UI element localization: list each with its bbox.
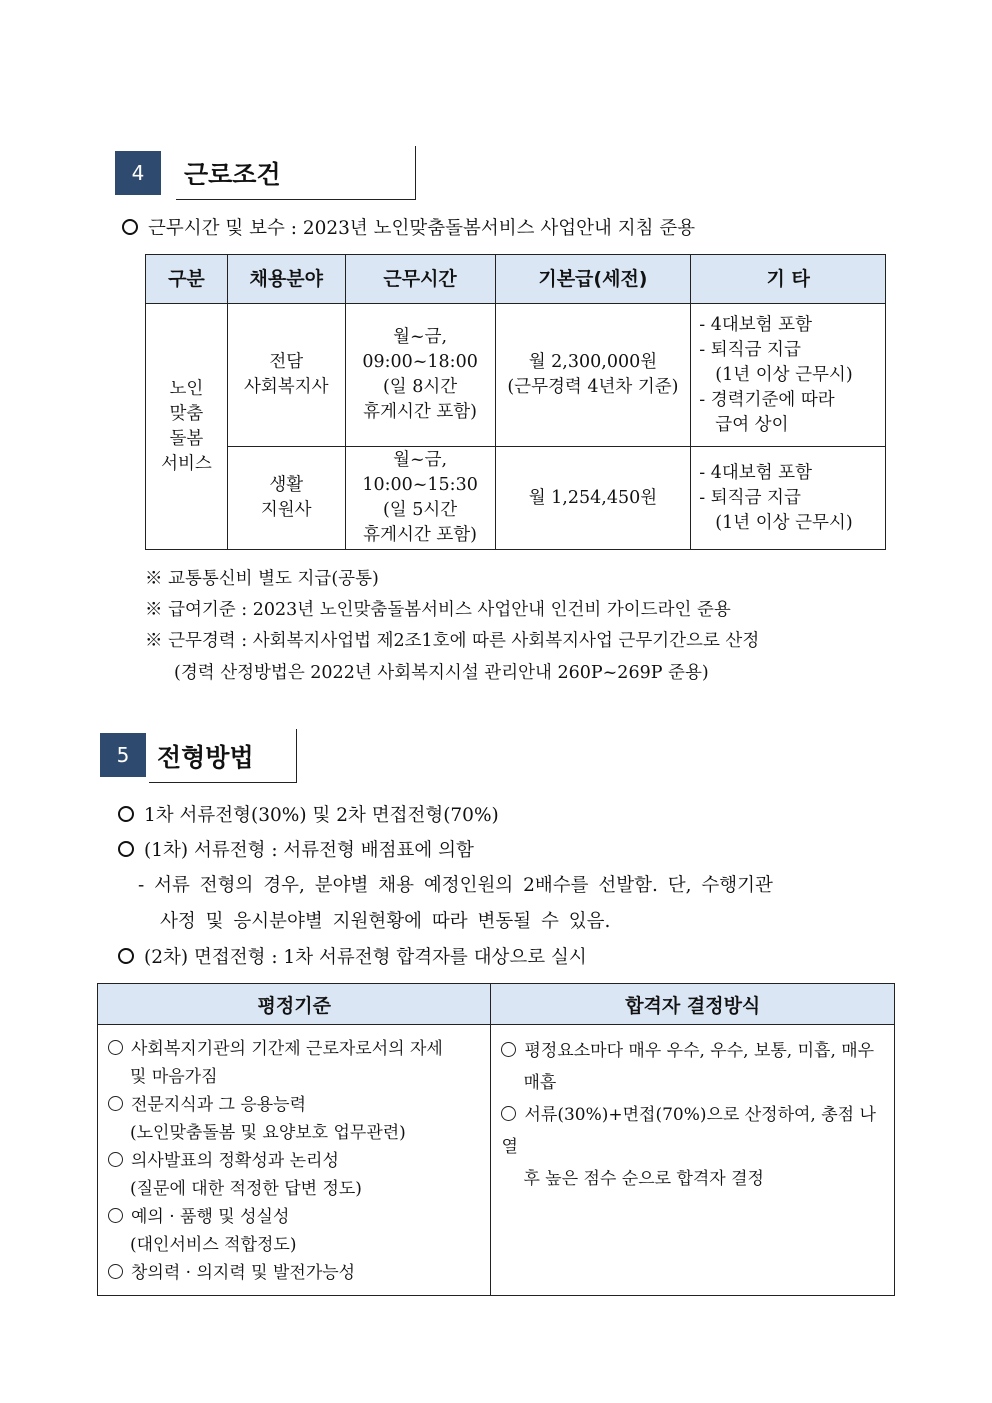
section-5-number: 5	[100, 733, 146, 777]
category-cell: 노인 맞춤 돌봄 서비스	[146, 304, 228, 550]
selection-item-1: 1차 서류전형(30%) 및 2차 면접전형(70%)	[118, 801, 499, 827]
section-4-number: 4	[115, 151, 161, 195]
table-row	[146, 447, 886, 550]
etc-cell: - 4대보험 포함 - 퇴직금 지급 (1년 이상 근무시) - 경력기준에 따라 급여 상이	[691, 304, 886, 447]
hollow-circle-icon	[108, 1152, 123, 1167]
list-item: 사회복지기관의 기간제 근로자로서의 자세	[108, 1035, 482, 1063]
field-cell: 전담 사회복지사	[227, 304, 345, 447]
circle-bullet-icon	[118, 948, 134, 964]
circle-bullet-icon	[118, 841, 134, 857]
hollow-circle-icon	[108, 1208, 123, 1223]
table-header-row	[146, 255, 886, 304]
evaluation-table	[97, 983, 895, 1296]
selection-sub-1: - 서류 전형의 경우, 분야별 채용 예정인원의 2배수를 선발함. 단, 수행기관	[138, 875, 773, 896]
section-5-title: 전형방법	[149, 729, 297, 783]
criteria-cell: 사회복지기관의 기간제 근로자로서의 자세 및 마음가짐 전문지식과 그 응용능력 (노인맞춤돌봄 및 요양보호 업무관련) 의사발표의 정확성과 논리성 (질문에 대한 적정한 답변 정도) 예의 · 품행 및 성실성 (대인서비스 적합정도) 창의력 · 의지력 및 발전가능성	[98, 1025, 491, 1296]
hollow-circle-icon	[501, 1106, 516, 1121]
header-decision: 합격자 결정방식	[491, 984, 895, 1025]
hours-cell: 월~금, 09:00~18:00 (일 8시간 휴게시간 포함)	[345, 304, 495, 447]
section-4-title: 근로조건	[176, 146, 416, 200]
note-career-detail: (경력 산정방법은 2022년 사회복지시설 관리안내 260P~269P 준용)	[174, 663, 709, 683]
note-career: ※ 근무경력 : 사회복지사업법 제2조1호에 따른 사회복지사업 근무기간으로 산정	[145, 631, 760, 651]
header-pay: 기본급(세전)	[495, 255, 691, 304]
header-etc: 기 타	[691, 255, 886, 304]
list-item: 의사발표의 정확성과 논리성	[108, 1147, 482, 1175]
circle-bullet-icon	[118, 806, 134, 822]
list-item: 예의 · 품행 및 성실성	[108, 1203, 482, 1231]
note-transport: ※ 교통통신비 별도 지급(공통)	[145, 569, 379, 589]
circle-bullet-icon	[122, 219, 138, 235]
pay-cell: 월 2,300,000원 (근무경력 4년차 기준)	[495, 304, 691, 447]
header-criteria: 평정기준	[98, 984, 491, 1025]
list-item: 창의력 · 의지력 및 발전가능성	[108, 1259, 482, 1287]
selection-sub-2: 사정 및 응시분야별 지원현황에 따라 변동될 수 있음.	[160, 911, 611, 932]
field-cell: 생활 지원사	[227, 447, 345, 550]
table-row	[98, 1025, 895, 1296]
decision-cell: 평정요소마다 매우 우수, 우수, 보통, 미흡, 매우 매흡 서류(30%)+면접(70%)으로 산정하여, 총점 나열 후 높은 점수 순으로 합격자 결정	[491, 1025, 895, 1296]
header-hours: 근무시간	[345, 255, 495, 304]
working-conditions-table	[145, 254, 886, 550]
hours-cell: 월~금, 10:00~15:30 (일 5시간 휴게시간 포함)	[345, 447, 495, 550]
table-header-row	[98, 984, 895, 1025]
table-row	[146, 304, 886, 447]
list-item: 평정요소마다 매우 우수, 우수, 보통, 미흡, 매우	[501, 1035, 886, 1067]
note-salary: ※ 급여기준 : 2023년 노인맞춤돌봄서비스 사업안내 인건비 가이드라인 준용	[145, 600, 731, 620]
selection-item-3: (2차) 면접전형 : 1차 서류전형 합격자를 대상으로 실시	[118, 943, 587, 969]
list-item: 전문지식과 그 응용능력	[108, 1091, 482, 1119]
hollow-circle-icon	[108, 1040, 123, 1055]
list-item: 서류(30%)+면접(70%)으로 산정하여, 총점 나열	[501, 1105, 876, 1157]
selection-item-2: (1차) 서류전형 : 서류전형 배점표에 의함	[118, 836, 474, 862]
hollow-circle-icon	[108, 1096, 123, 1111]
hollow-circle-icon	[501, 1042, 516, 1057]
pay-cell: 월 1,254,450원	[495, 447, 691, 550]
header-field: 채용분야	[227, 255, 345, 304]
section-4-intro: 근무시간 및 보수 : 2023년 노인맞춤돌봄서비스 사업안내 지침 준용	[122, 214, 695, 240]
header-category: 구분	[146, 255, 228, 304]
hollow-circle-icon	[108, 1264, 123, 1279]
etc-cell: - 4대보험 포함 - 퇴직금 지급 (1년 이상 근무시)	[691, 447, 886, 550]
